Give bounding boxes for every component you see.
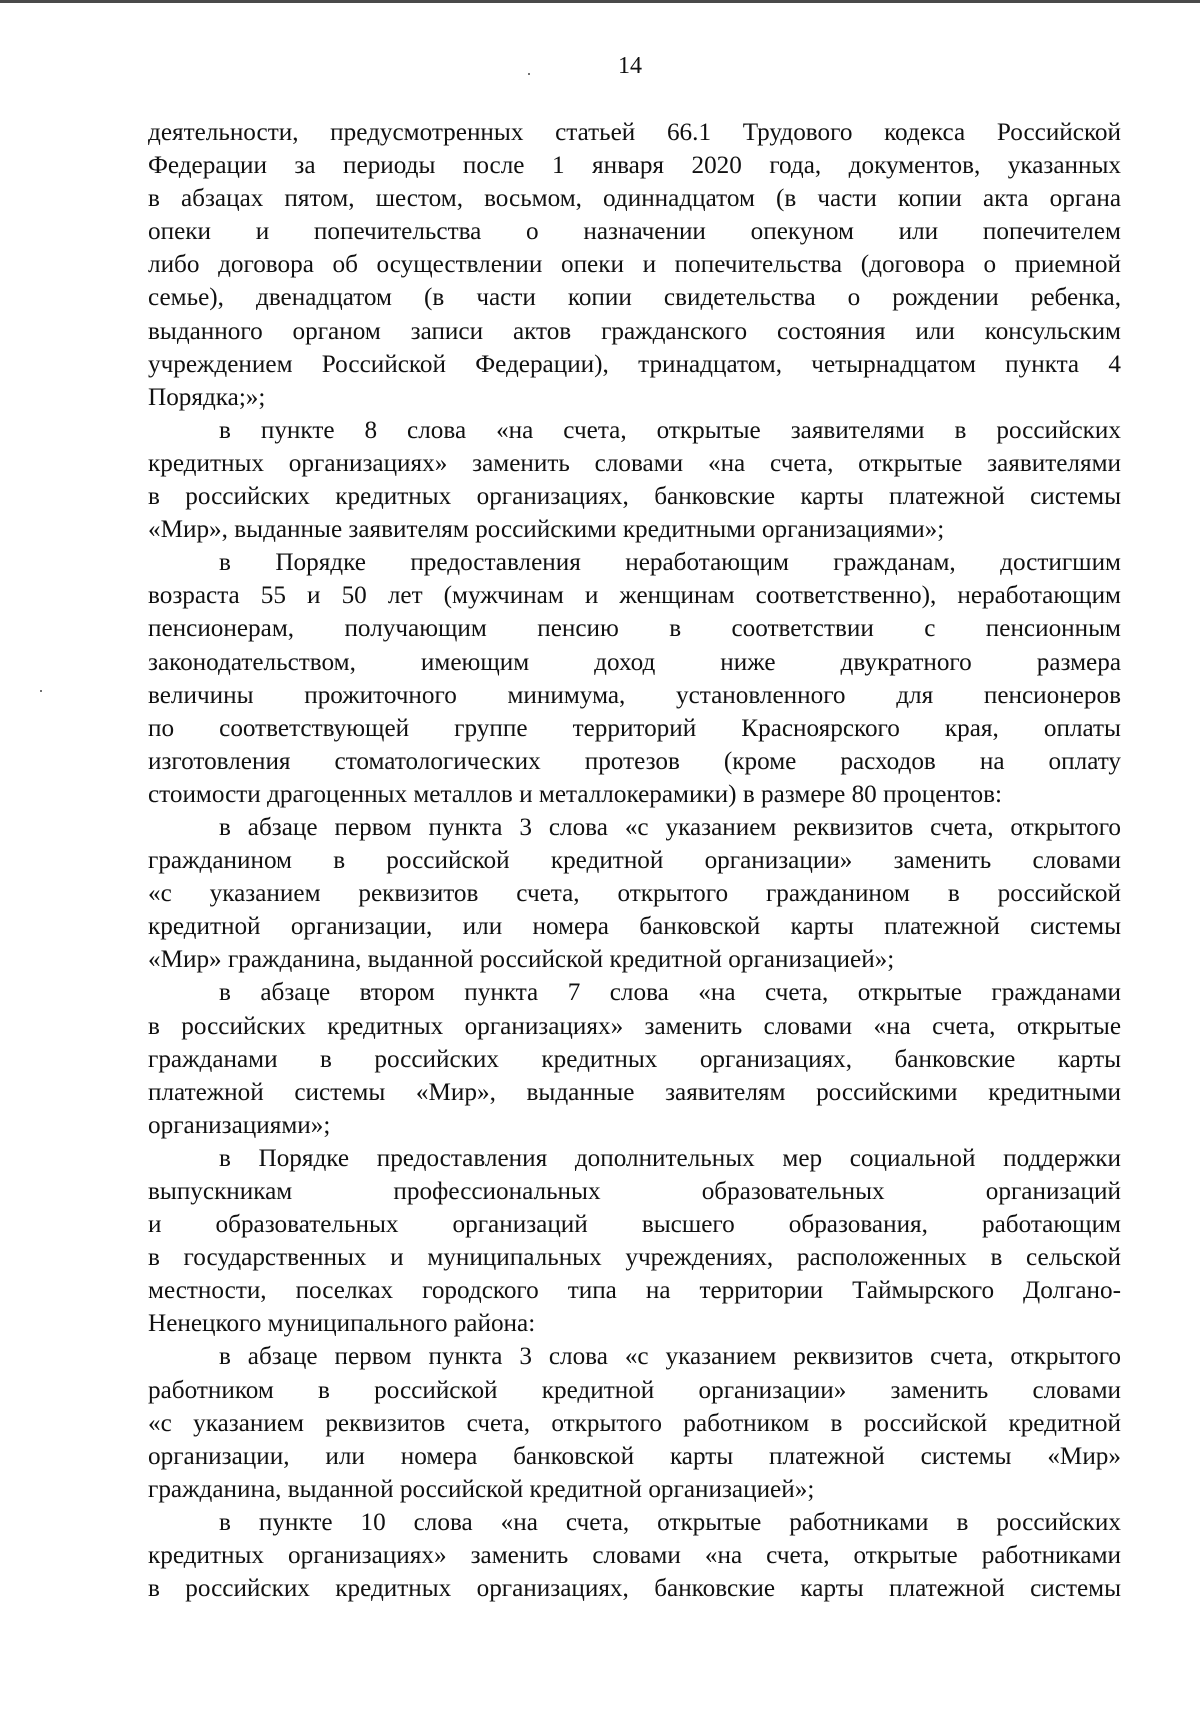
text-line: в государственных и муниципальных учреждениях, расположенных в сельской	[148, 1244, 1121, 1272]
text-line: местности, поселках городского типа на территории Таймырского Долгано-	[148, 1277, 1121, 1305]
text-line: «Мир» гражданина, выданной российской кредитной организацией»;	[148, 946, 895, 974]
document-body	[148, 116, 1121, 1605]
text-line: гражданином в российской кредитной организации» заменить словами	[148, 847, 1121, 875]
text-line: Порядка;»;	[148, 383, 266, 411]
text-line: в абзаце первом пункта 3 слова «с указанием реквизитов счета, открытого	[219, 813, 1121, 841]
text-line: по соответствующей группе территорий Красноярского края, оплаты	[148, 714, 1121, 742]
text-line: в Порядке предоставления дополнительных мер социальной поддержки	[219, 1144, 1121, 1172]
text-line: гражданами в российских кредитных организациях, банковские карты	[148, 1045, 1121, 1073]
text-line: работником в российской кредитной организации» заменить словами	[148, 1376, 1121, 1404]
text-line: возраста 55 и 50 лет (мужчинам и женщинам соответственно), неработающим	[148, 582, 1121, 610]
page-number: 14	[618, 53, 642, 79]
text-line: учреждением Российской Федерации), тринадцатом, четырнадцатом пункта 4	[148, 350, 1121, 378]
text-line: организации, или номера банковской карты платежной системы «Мир»	[148, 1442, 1121, 1470]
text-line: организациями»;	[148, 1111, 331, 1139]
text-line: «с указанием реквизитов счета, открытого работником в российской кредитной	[148, 1409, 1121, 1437]
text-line: Ненецкого муниципального района:	[148, 1310, 536, 1338]
text-line: в российских кредитных организациях, банковские карты платежной системы	[148, 483, 1121, 511]
text-line: изготовления стоматологических протезов (кроме расходов на оплату	[148, 747, 1121, 775]
text-line: платежной системы «Мир», выданные заявителям российскими кредитными	[148, 1078, 1121, 1106]
text-line: в пункте 8 слова «на счета, открытые заявителями в российских	[219, 416, 1121, 444]
text-line: выданного органом записи актов гражданского состояния или консульским	[148, 317, 1121, 345]
text-line: гражданина, выданной российской кредитной организацией»;	[148, 1475, 815, 1503]
text-line: деятельности, предусмотренных статьей 66.1 Трудового кодекса Российской	[148, 119, 1121, 146]
text-line: в абзацах пятом, шестом, восьмом, одиннадцатом (в части копии акта органа	[148, 185, 1121, 213]
scan-top-edge	[0, 0, 1200, 3]
text-line: законодательством, имеющим доход ниже двукратного размера	[148, 648, 1121, 676]
text-line: в пункте 10 слова «на счета, открытые работниками в российских	[219, 1508, 1121, 1536]
text-line: пенсионерам, получающим пенсию в соответствии с пенсионным	[148, 615, 1121, 643]
text-line: «с указанием реквизитов счета, открытого гражданином в российской	[148, 880, 1121, 908]
text-line: в абзаце втором пункта 7 слова «на счета, открытые гражданами	[219, 979, 1121, 1007]
text-line: в российских кредитных организациях, банковские карты платежной системы	[148, 1575, 1121, 1603]
text-line: семье), двенадцатом (в части копии свидетельства о рождении ребенка,	[148, 284, 1121, 312]
text-line: кредитных организациях» заменить словами «на счета, открытые заявителями	[148, 449, 1121, 477]
text-line: кредитных организациях» заменить словами «на счета, открытые работниками	[148, 1542, 1121, 1570]
text-line: величины прожиточного минимума, установленного для пенсионеров	[148, 681, 1121, 709]
text-line: кредитной организации, или номера банковской карты платежной системы	[148, 913, 1121, 941]
text-line: выпускникам профессиональных образовательных организаций	[148, 1178, 1121, 1205]
text-line: «Мир», выданные заявителям российскими кредитными организациями»;	[148, 516, 945, 544]
text-line: и образовательных организаций высшего образования, работающим	[148, 1211, 1121, 1239]
text-line: в Порядке предоставления неработающим гражданам, достигшим	[219, 549, 1121, 577]
text-line: либо договора об осуществлении опеки и попечительства (договора о приемной	[148, 251, 1121, 279]
scan-speck	[40, 690, 42, 692]
text-line: стоимости драгоценных металлов и металлокерамики) в размере 80 процентов:	[148, 780, 1003, 808]
text-line: в абзаце первом пункта 3 слова «с указанием реквизитов счета, открытого	[219, 1343, 1121, 1371]
text-line: Федерации за периоды после 1 января 2020 года, документов, указанных	[148, 152, 1121, 180]
text-line: опеки и попечительства о назначении опекуном или попечителем	[148, 218, 1121, 246]
text-line: в российских кредитных организациях» заменить словами «на счета, открытые	[148, 1012, 1121, 1040]
